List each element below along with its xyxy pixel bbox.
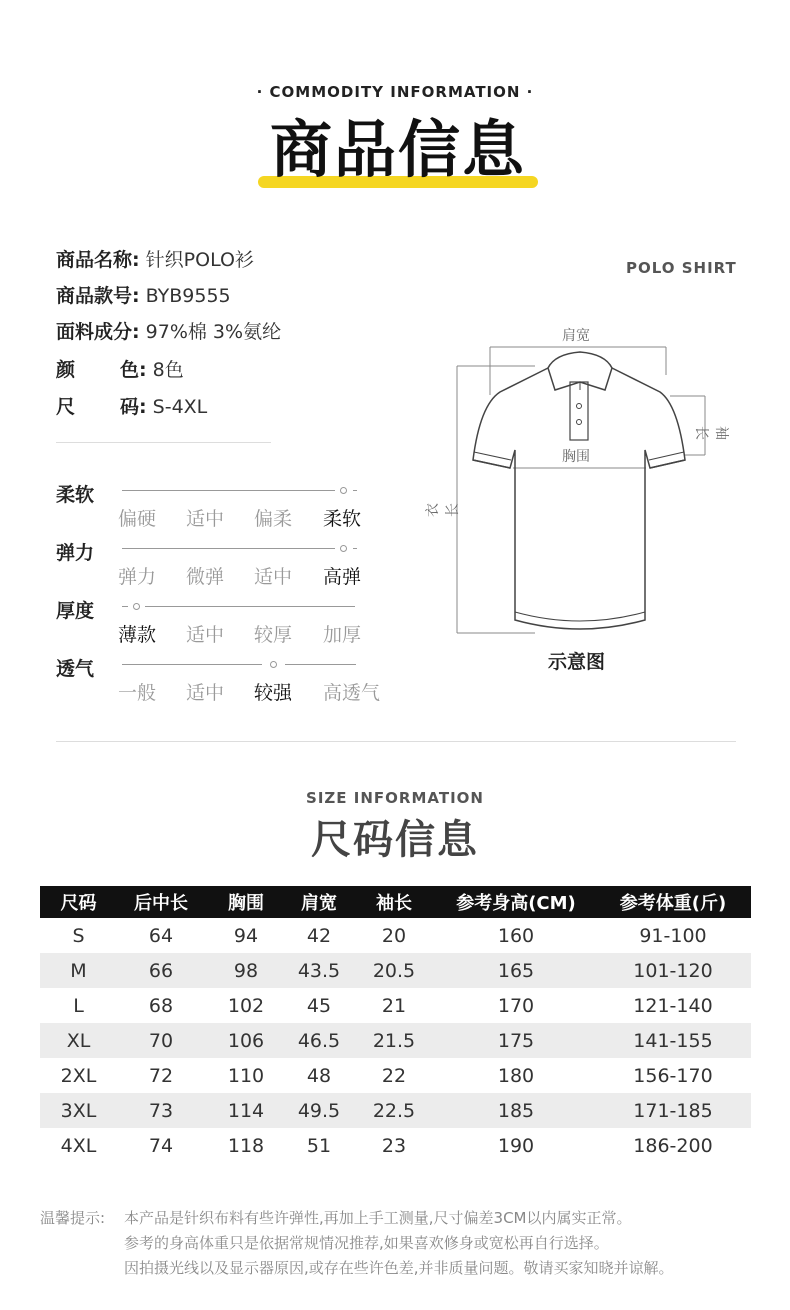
header-size: 尺码 <box>60 893 97 914</box>
product-color-value: 8色 <box>152 359 184 381</box>
note-line: 因拍摄光线以及显示器原因,或存在些许色差,并非质量问题。敬请买家知晓并谅解。 <box>124 1259 674 1277</box>
attribute-label: 厚度 <box>56 600 95 622</box>
length-label: 衣长 <box>425 503 461 517</box>
attribute-option: 适中 <box>186 624 225 646</box>
table-cell: 46.5 <box>297 1029 341 1052</box>
product-name-value: 针织POLO衫 <box>145 249 254 271</box>
attribute-label: 弹力 <box>56 542 95 564</box>
shirt-body-outline <box>473 368 685 629</box>
table-cell: 3XL <box>60 1099 97 1122</box>
product-fabric-value: 97%棉 3%氨纶 <box>145 321 282 343</box>
table-cell: 165 <box>497 959 535 982</box>
product-size-row <box>56 392 207 422</box>
attribute-option: 适中 <box>254 566 293 588</box>
attribute-option: 一般 <box>118 682 157 704</box>
attribute-scale-line <box>285 664 356 665</box>
table-cell: 190 <box>497 1134 535 1157</box>
table-cell: 170 <box>497 994 535 1017</box>
attribute-option: 适中 <box>186 682 225 704</box>
table-row <box>40 1128 751 1163</box>
table-cell: 110 <box>227 1064 265 1087</box>
table-cell: 48 <box>306 1064 332 1087</box>
table-cell: 101-120 <box>633 959 713 982</box>
table-cell: 98 <box>233 959 259 982</box>
table-cell: 141-155 <box>633 1029 713 1052</box>
table-row <box>40 1058 751 1093</box>
product-code-value: BYB9555 <box>145 285 231 307</box>
table-cell: 72 <box>148 1064 174 1087</box>
table-cell: 20.5 <box>372 959 416 982</box>
shoulder-label: 肩宽 <box>562 328 590 344</box>
table-cell: 160 <box>497 924 535 947</box>
attribute-option: 偏硬 <box>118 508 157 530</box>
size-table-body <box>40 918 751 1163</box>
table-cell: 106 <box>227 1029 265 1052</box>
table-cell: L <box>73 994 84 1017</box>
header-height: 参考身高(CM) <box>456 893 576 914</box>
product-name-label: 商品名称: <box>56 249 140 271</box>
table-cell: 45 <box>306 994 332 1017</box>
table-cell: 70 <box>148 1029 174 1052</box>
table-row <box>40 953 751 988</box>
product-color-label-b: 色: <box>120 359 147 381</box>
attribute-option: 较厚 <box>254 624 293 646</box>
table-cell: 156-170 <box>633 1064 713 1087</box>
table-cell: 186-200 <box>633 1134 713 1157</box>
table-cell: XL <box>66 1029 91 1052</box>
size-table <box>40 886 751 1163</box>
attribute-option: 较强 <box>254 682 293 704</box>
table-cell: 42 <box>306 924 332 947</box>
size-info-cn-title: 尺码信息 <box>311 817 479 863</box>
table-cell: 175 <box>497 1029 535 1052</box>
table-cell: 51 <box>306 1134 332 1157</box>
commodity-info-title-block <box>258 112 538 192</box>
size-table-header <box>40 886 751 918</box>
attribute-option: 高透气 <box>323 682 381 704</box>
attribute-scale-line <box>122 548 335 549</box>
attribute-option: 微弹 <box>186 566 225 588</box>
notes-label: 温馨提示: <box>40 1209 106 1227</box>
table-cell: 74 <box>148 1134 174 1157</box>
header-weight: 参考体重(斤) <box>619 893 727 914</box>
table-cell: 94 <box>233 924 259 947</box>
product-code-row <box>56 281 231 311</box>
attribute-scale-marker <box>270 661 277 668</box>
note-line: 参考的身高体重只是依据常规情况推荐,如果喜欢修身或宽松再自行选择。 <box>124 1234 609 1252</box>
product-fabric-label: 面料成分: <box>56 321 140 343</box>
attribute-option: 薄款 <box>118 624 157 646</box>
button-top <box>577 404 582 409</box>
product-size-label-a: 尺 <box>56 396 76 418</box>
info-divider <box>56 442 271 443</box>
attribute-option: 加厚 <box>323 624 362 646</box>
table-row <box>40 1023 751 1058</box>
table-cell: M <box>70 959 87 982</box>
attribute-scale-line <box>122 606 128 607</box>
table-cell: 114 <box>227 1099 265 1122</box>
table-cell: 49.5 <box>297 1099 341 1122</box>
attribute-option: 适中 <box>186 508 225 530</box>
attribute-scale-marker <box>340 487 347 494</box>
product-color-row <box>56 355 184 385</box>
product-fabric-row <box>56 317 281 347</box>
table-row <box>40 988 751 1023</box>
chest-label: 胸围 <box>562 449 590 465</box>
button-bottom <box>577 420 582 425</box>
attribute-label: 透气 <box>56 658 95 680</box>
attribute-scale-line <box>353 548 357 549</box>
attribute-scale-line <box>122 664 262 665</box>
attribute-option: 高弹 <box>323 566 362 588</box>
header-back-length: 后中长 <box>134 893 188 914</box>
table-cell: 171-185 <box>633 1099 713 1122</box>
attribute-option: 弹力 <box>118 566 157 588</box>
table-cell: 66 <box>148 959 174 982</box>
product-code-label: 商品款号: <box>56 285 140 307</box>
attribute-label: 柔软 <box>56 484 95 506</box>
product-name-row <box>56 245 254 275</box>
header-chest: 胸围 <box>228 893 264 914</box>
attribute-scale-marker <box>133 603 140 610</box>
note-line: 本产品是针织布料有些许弹性,再加上手工测量,尺寸偏差3CM以内属实正常。 <box>124 1209 632 1227</box>
table-cell: 21.5 <box>372 1029 416 1052</box>
header-sleeve: 袖长 <box>376 893 412 914</box>
table-cell: 23 <box>381 1134 407 1157</box>
table-cell: 64 <box>148 924 174 947</box>
diagram-caption: 示意图 <box>548 651 606 673</box>
table-cell: 118 <box>227 1134 265 1157</box>
section-separator <box>56 741 736 742</box>
table-cell: 22.5 <box>372 1099 416 1122</box>
table-cell: 180 <box>497 1064 535 1087</box>
table-row <box>40 1093 751 1128</box>
table-cell: 68 <box>148 994 174 1017</box>
sleeve-label: 袖长 <box>693 426 729 440</box>
polo-shirt-label: POLO SHIRT <box>626 259 737 277</box>
table-cell: 102 <box>227 994 265 1017</box>
table-cell: 20 <box>381 924 407 947</box>
table-cell: 22 <box>381 1064 407 1087</box>
attribute-option: 偏柔 <box>254 508 293 530</box>
attribute-option: 柔软 <box>323 508 362 530</box>
attribute-scale-line <box>145 606 355 607</box>
table-row <box>40 918 751 953</box>
attribute-scale-marker <box>340 545 347 552</box>
table-cell: 91-100 <box>639 924 707 947</box>
table-cell: 2XL <box>60 1064 97 1087</box>
attribute-scale-line <box>122 490 335 491</box>
polo-shirt-diagram <box>440 320 740 640</box>
table-cell: 73 <box>148 1099 174 1122</box>
header-shoulder: 肩宽 <box>301 893 337 914</box>
attribute-scale-line <box>353 490 357 491</box>
table-cell: 43.5 <box>297 959 341 982</box>
table-cell: S <box>72 924 85 947</box>
product-size-value: S-4XL <box>152 396 208 418</box>
commodity-info-cn-title: 商品信息 <box>269 113 526 186</box>
table-cell: 185 <box>497 1099 535 1122</box>
table-cell: 4XL <box>60 1134 97 1157</box>
placket <box>570 382 588 440</box>
table-cell: 21 <box>381 994 407 1017</box>
commodity-info-en-title: · COMMODITY INFORMATION · <box>256 83 534 101</box>
product-color-label-a: 颜 <box>56 359 76 381</box>
product-size-label-b: 码: <box>120 396 147 418</box>
size-info-en-title: SIZE INFORMATION <box>306 789 484 807</box>
table-cell: 121-140 <box>633 994 713 1017</box>
